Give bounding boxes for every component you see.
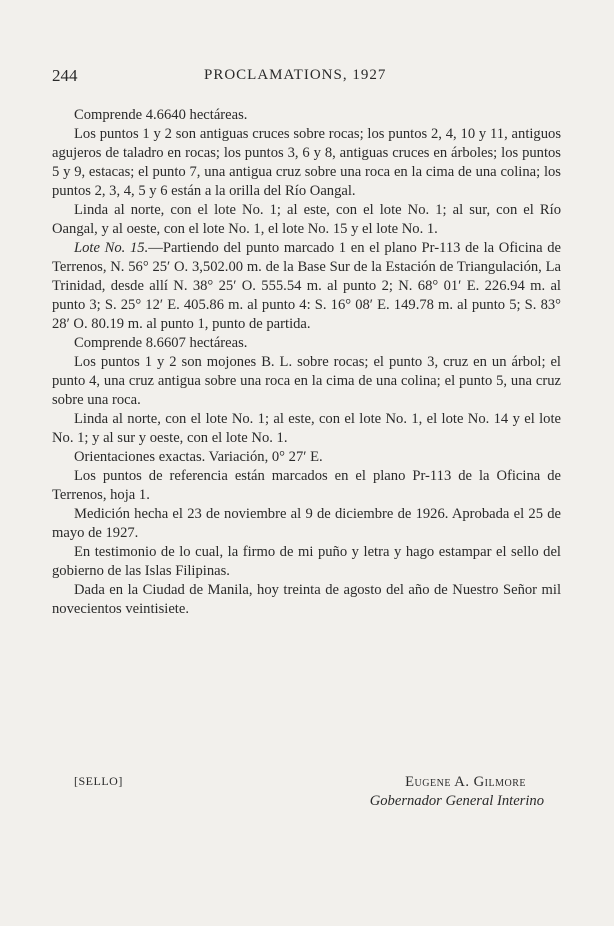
paragraph-points-lot-14: Los puntos 1 y 2 son antiguas cruces sobre rocas; los puntos 2, 4, 10 y 11, antiguos agujeros de taladro en rocas; los puntos 3, 6 y 8, antiguas cruces en árboles; los puntos 5 y 9, estacas; el punto 7, una antigua cruz sobre una roca en la cima de una colina; los puntos 2, 3, 4, 5 y 6 están a la orilla del Río Oangal.	[52, 126, 561, 199]
paragraph-bearings: Orientaciones exactas. Variación, 0° 27′ E.	[74, 449, 323, 465]
paragraph-area-lot-14: Comprende 4.6640 hectáreas.	[74, 107, 248, 123]
paragraph-given-at: Dada en la Ciudad de Manila, hoy treinta de agosto del año de Nuestro Señor mil novecientos veintisiete.	[52, 582, 561, 617]
signature-block	[52, 774, 544, 814]
paragraph-points-lot-15: Los puntos 1 y 2 son mojones B. L. sobre rocas; el punto 3, cruz en un árbol; el punto 4, una cruz antigua sobre una roca en la cima de una colina; el punto 5, una cruz sobre una roca.	[52, 354, 561, 408]
lot-15-label: Lote No. 15.	[74, 240, 149, 256]
running-title: PROCLAMATIONS, 1927	[204, 67, 387, 83]
paragraph-boundaries-lot-15: Linda al norte, con el lote No. 1; al este, con el lote No. 1, el lote No. 14 y el lote No. 1; y al sur y oeste, con el lote No. 1.	[52, 411, 561, 446]
seal-mark: [SELLO]	[74, 774, 123, 788]
paragraph-area-lot-15: Comprende 8.6607 hectáreas.	[74, 335, 248, 351]
signatory-name: Eugene A. Gilmore	[405, 774, 526, 790]
paragraph-reference-points: Los puntos de referencia están marcados en el plano Pr-113 de la Oficina de Terrenos, hoja 1.	[52, 468, 561, 503]
page-number: 244	[52, 66, 78, 85]
lot-15-text: —Partiendo del punto marcado 1 en el plano Pr-113 de la Oficina de Terrenos, N. 56° 25′ O. 3,502.00 m. de la Base Sur de la Estación de Triangulación, La Trinidad, desde allí N. 38° 25′ O. 555.54 m. al punto 2; N. 68° 01′ E. 226.94 m. al punto 3; S. 25° 12′ E. 405.86 m. al punto 4: S. 16° 08′ E. 149.78 m. al punto 5; S. 83° 28′ O. 80.19 m. al punto 1, punto de partida.	[52, 240, 561, 332]
paragraph-boundaries-lot-14: Linda al norte, con el lote No. 1; al este, con el lote No. 1; al sur, con el Río Oangal, y al oeste, con el lote No. 1, el lote No. 15 y el lote No. 1.	[52, 202, 561, 237]
paragraph-survey-date: Medición hecha el 23 de noviembre al 9 de diciembre de 1926. Aprobada el 25 de mayo de 1927.	[52, 506, 561, 541]
signatory-office: Gobernador General Interino	[369, 793, 544, 809]
body-text	[52, 106, 561, 619]
paragraph-testimony: En testimonio de lo cual, la firmo de mi puño y letra y hago estampar el sello del gobierno de las Islas Filipinas.	[52, 544, 561, 579]
paragraph-lot-15-description	[52, 239, 561, 334]
